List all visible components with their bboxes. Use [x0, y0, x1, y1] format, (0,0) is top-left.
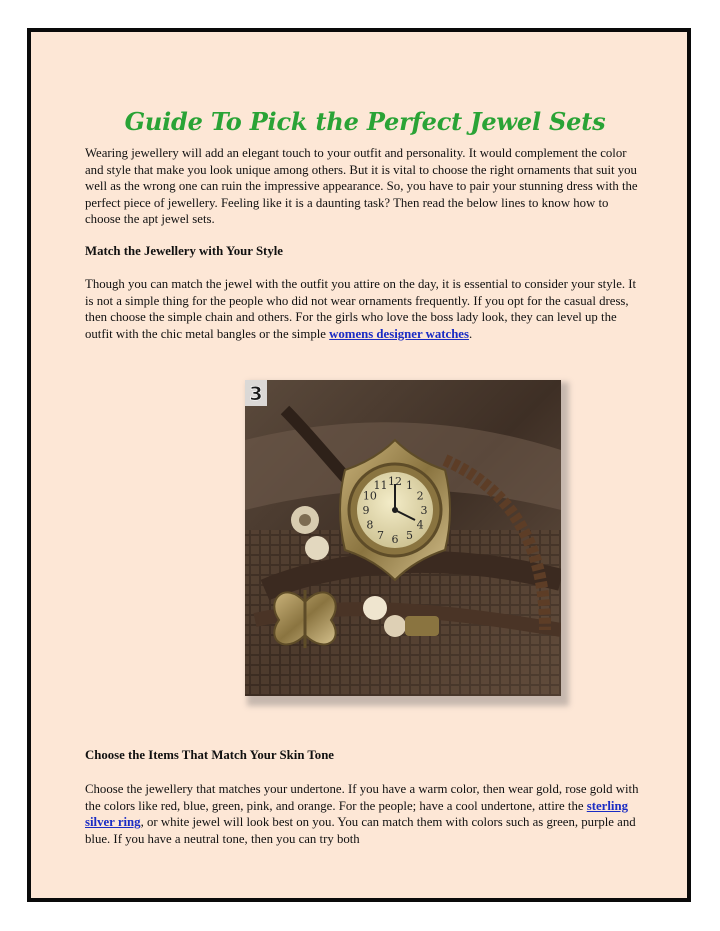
page-frame	[27, 28, 691, 902]
section-heading-style: Match the Jewellery with Your Style	[85, 244, 283, 258]
page-title: Guide To Pick the Perfect Jewel Sets	[124, 107, 606, 137]
dial-number: 11	[373, 478, 388, 492]
dial-number: 1	[406, 478, 413, 492]
image-badge-number: 3	[249, 383, 263, 405]
womens-designer-watches-link[interactable]: womens designer watches	[329, 326, 469, 341]
dial-number: 10	[362, 489, 377, 503]
section-heading-skin-tone: Choose the Items That Match Your Skin Tone	[85, 748, 334, 762]
style-paragraph-end: .	[468, 326, 473, 341]
dial-number: 12	[388, 475, 402, 488]
intro-paragraph: Wearing jewellery will add an elegant touch to your outfit and personality. It would complement the color and style that make you look unique among others. But it is vital to choose the right ornaments that suit you well as the wrong one can ruin the impressive appearance. So, you have to pair your stunning dress with the perfect piece of jewellery. Feeling like it is a daunting task? Then read the below lines to know how to choose the apt jewel sets.	[85, 146, 638, 227]
dial-number: 2	[416, 489, 424, 503]
style-paragraph	[85, 276, 645, 342]
dial-number: 9	[362, 504, 370, 517]
dial-number: 6	[391, 533, 399, 546]
dial-number: 3	[420, 504, 428, 517]
skin-tone-paragraph-end: , or white jewel will look best on you. You can match them with colors such as green, purple and blue. If you have a neutral tone, then you can try both	[85, 815, 636, 846]
watch-product-photo	[245, 380, 561, 696]
style-paragraph-text: Though you can match the jewel with the outfit you attire on the day, it is essential to consider your style. It is not a simple thing for the people who did not wear ornaments frequently. If you opt for the casual dress, then choose the simple chain and others. For the girls who love the boss lady look, they can level up the outfit with the chic metal bangles or the simple	[85, 277, 637, 341]
sterling-silver-ring-link[interactable]: sterling silver ring	[85, 798, 628, 830]
dial-number: 7	[377, 529, 384, 543]
skin-tone-paragraph	[85, 781, 645, 847]
skin-tone-paragraph-text: Choose the jewellery that matches your undertone. If you have a warm color, then wear gold, rose gold with the colors like red, blue, green, pink, and orange. For the people; have a cool undertone, attire the	[85, 782, 639, 813]
dial-number: 8	[366, 518, 374, 532]
dial-number: 5	[406, 529, 413, 543]
dial-number: 4	[416, 518, 424, 532]
